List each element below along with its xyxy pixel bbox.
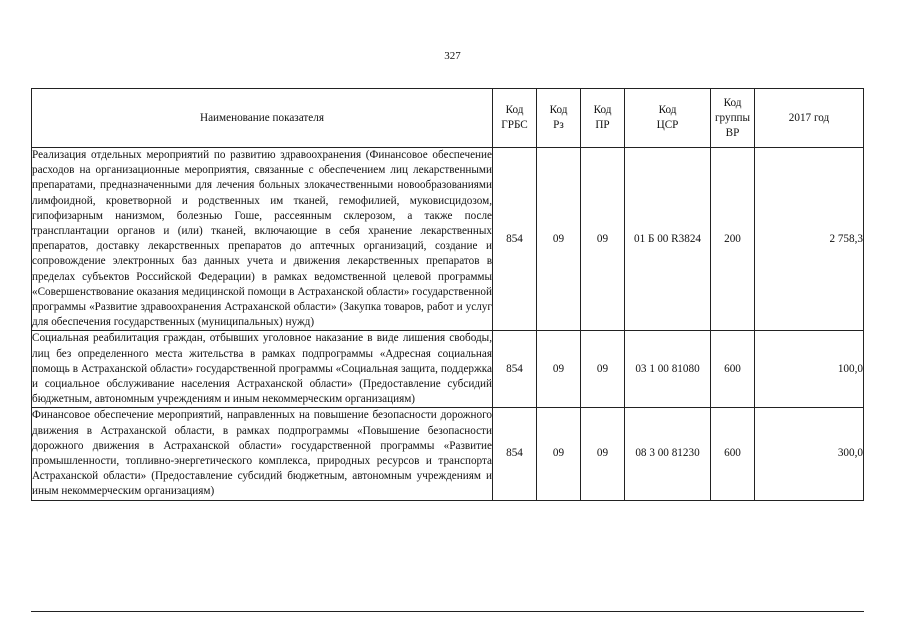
- row-csr-cell: 01 Б 00 R3824: [625, 148, 711, 331]
- table-row: [32, 148, 864, 331]
- header-vr: [711, 89, 755, 148]
- budget-table: [31, 88, 864, 501]
- header-csr: [625, 89, 711, 148]
- header-pr-line2: ПР: [595, 119, 610, 131]
- header-grbs-line1: Код: [505, 104, 524, 116]
- row-amount-cell: 100,0: [755, 331, 864, 408]
- row-pr-cell: 09: [581, 331, 625, 408]
- row-vr-cell: 600: [711, 408, 755, 500]
- row-grbs-cell: 854: [493, 408, 537, 500]
- row-grbs-cell: 854: [493, 331, 537, 408]
- row-csr-cell: 08 3 00 81230: [625, 408, 711, 500]
- page-number: 327: [444, 50, 461, 62]
- row-grbs-cell: 854: [493, 148, 537, 331]
- table-row: [32, 408, 864, 500]
- row-rz-cell: 09: [537, 331, 581, 408]
- row-name-cell: Социальная реабилитация граждан, отбывших уголовное наказание в виде лишения свободы, лиц без определенного места жительства в рамках подпрограммы «Адресная социальная помощь в Астраханской области» государственной программы «Социальная защита, поддержка и социальное обслуживание населения Астраханской области» (Предоставление субсидий бюджетным, автономным учреждениям и иным некоммерческим организациям): [32, 331, 493, 408]
- header-csr-line1: Код: [658, 104, 677, 116]
- header-rz: [537, 89, 581, 148]
- header-vr-line2: группы: [714, 111, 751, 124]
- header-rz-line2: Рз: [553, 119, 564, 131]
- header-vr-line3: ВР: [725, 126, 740, 139]
- header-grbs: [493, 89, 537, 148]
- page-bottom-rule: [31, 611, 864, 612]
- header-vr-line1: Код: [723, 96, 742, 109]
- row-vr-cell: 200: [711, 148, 755, 331]
- row-pr-cell: 09: [581, 408, 625, 500]
- row-name-cell: Финансовое обеспечение мероприятий, направленных на повышение безопасности дорожного движения в Астраханской области, в рамках подпрограммы «Повышение безопасности дорожного движения в Астраханской области» государственной программы «Развитие промышленности, топливно-энергетического комплекса, природных ресурсов и транспорта Астраханской области» (Предоставление субсидий бюджетным, автономным учреждениям и иным некоммерческим организациям): [32, 408, 493, 500]
- header-year: [755, 89, 864, 148]
- header-name-label: Наименование показателя: [200, 111, 324, 124]
- row-csr-cell: 03 1 00 81080: [625, 331, 711, 408]
- row-amount-cell: 2 758,3: [755, 148, 864, 331]
- row-vr-cell: 600: [711, 331, 755, 408]
- header-pr-line1: Код: [593, 104, 612, 116]
- header-csr-line2: ЦСР: [656, 119, 679, 131]
- header-row: [32, 89, 864, 148]
- table-row: [32, 331, 864, 408]
- header-year-label: 2017 год: [788, 111, 830, 124]
- row-rz-cell: 09: [537, 408, 581, 500]
- row-name-cell: Реализация отдельных мероприятий по развитию здравоохранения (Финансовое обеспечение расходов на организационные мероприятия, связанные с обеспечением лиц лекарственными препаратами, предназначенными для лечения больных злокачественными новообразованиями лимфоидной, кроветворной и родственных им тканей, гемофилией, муковисцидозом, гипофизарным нанизмом, болезнью Гоше, рассеянным склерозом, а также после трансплантации органов и (или) тканей, включающие в себя хранение лекарственных препаратов, доставку лекарственных препаратов до аптечных организаций, создание и сопровождение электронных баз данных учета и движения лекарственных препаратов в пределах субъектов Российской Федерации) в рамках ведомственной целевой программы «Совершенствование оказания медицинской помощи в Астраханской области» государственной программы «Развитие здравоохранения Астраханской области» (Закупка товаров, работ и услуг для обеспечения государственных (муниципальных) нужд): [32, 148, 493, 331]
- header-pr: [581, 89, 625, 148]
- row-rz-cell: 09: [537, 148, 581, 331]
- row-amount-cell: 300,0: [755, 408, 864, 500]
- row-pr-cell: 09: [581, 148, 625, 331]
- header-grbs-line2: ГРБС: [501, 119, 528, 131]
- header-name: [32, 89, 493, 148]
- header-rz-line1: Код: [549, 104, 568, 116]
